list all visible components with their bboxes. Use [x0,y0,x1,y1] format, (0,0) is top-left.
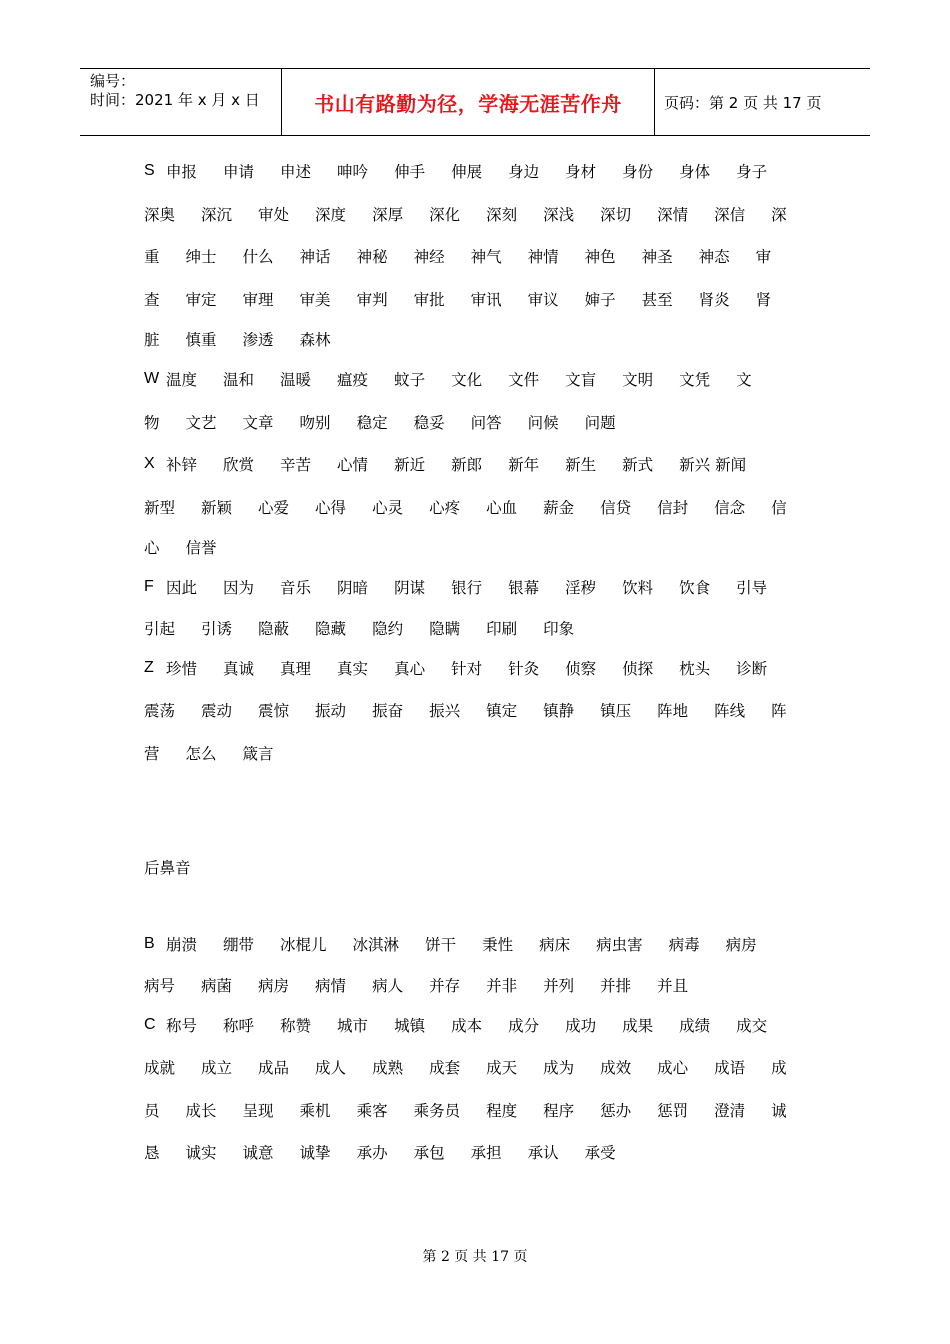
word-item: 深 [771,205,787,224]
word-item: 新近 [394,456,426,475]
word-line [144,1046,814,1089]
word-item: 冰棍儿 [280,936,327,955]
word-item: 箴言 [242,744,274,763]
word-item: 成 [771,1059,787,1078]
word-item: 深奥 [144,205,176,224]
word-item: 甚至 [641,290,673,309]
word-item: 隐藏 [315,619,347,638]
word-item: 病虫害 [596,936,643,955]
word-item: 真实 [337,659,369,678]
word-item: 蚊子 [394,371,426,390]
word-item: 新式 [622,456,654,475]
word-item: 深信 [714,205,746,224]
page-footer: 第 2 页 共 17 页 [422,1249,528,1265]
word-item: 并非 [486,976,518,995]
word-item: 并存 [429,976,461,995]
word-item: 稳妥 [413,413,445,432]
word-item: 呈现 [242,1101,274,1120]
header-meta [90,72,260,110]
word-item: 病房 [725,936,757,955]
word-item: 肾炎 [698,290,730,309]
word-item: 承受 [584,1144,616,1163]
word-line [144,966,814,1004]
word-item: 伸展 [451,163,483,182]
word-item: 神经 [413,248,445,267]
word-item: 病床 [539,936,571,955]
word-item: 振兴 [429,702,461,721]
initial-letter: Z [144,658,154,676]
word-item: 程度 [486,1101,518,1120]
word-item: 阴谋 [394,579,426,598]
word-item: 文明 [622,371,654,390]
word-item: 诚意 [242,1144,274,1163]
word-item: 冰淇淋 [352,936,400,955]
word-item: 引诱 [201,619,233,638]
word-item: 震动 [201,702,233,721]
word-item: 城市 [337,1016,369,1035]
word-item: 新颖 [201,498,233,517]
word-item: 婶子 [584,290,616,309]
word-item: 怎么 [185,744,217,763]
word-item: 脏 [144,331,160,349]
word-item: 引起 [144,619,176,638]
word-item: 心血 [486,498,518,517]
word-item: 神情 [527,248,559,267]
word-item: 病菌 [201,976,233,995]
word-item: 震荡 [144,702,176,721]
word-item: 阴暗 [337,579,369,598]
word-item: 引导 [736,579,768,598]
word-line [144,401,814,444]
word-item: 阵线 [714,702,746,721]
word-item: 成功 [565,1016,597,1035]
word-item: 神气 [470,248,502,267]
word-item: 镇压 [600,702,632,721]
word-item: 新型 [144,498,176,517]
word-item: 真理 [280,659,312,678]
word-item: 新兴 新闻 [679,456,747,475]
word-item: 隐约 [372,619,404,638]
initial-letter: F [144,578,154,596]
word-item: 文章 [242,413,274,432]
word-line [144,528,814,566]
word-line [144,443,814,486]
word-item: 深切 [600,205,632,224]
word-item: 吻别 [299,413,331,432]
word-item: 瘟疫 [337,371,369,390]
word-item: 成长 [185,1101,217,1120]
word-item: 惩办 [600,1101,632,1120]
word-item: 秉性 [482,936,514,955]
word-item: 诊断 [736,659,768,678]
word-item: 病人 [372,976,404,995]
word-item: 身材 [565,163,597,182]
word-item: 神秘 [356,248,388,267]
word-item: 振奋 [372,702,404,721]
word-item: 查 [144,290,160,309]
word-item: 饮料 [622,579,654,598]
word-item: 澄清 [714,1101,746,1120]
word-item: 深度 [315,205,347,224]
word-item: 问题 [584,413,616,432]
word-item: 审定 [185,290,217,309]
word-item: 震惊 [258,702,290,721]
word-item: 文件 [508,371,540,390]
word-item: 成交 [736,1016,768,1035]
word-item: 审美 [299,290,331,309]
spacer [144,774,814,846]
word-item: 深厚 [372,205,404,224]
word-item: 成就 [144,1059,176,1078]
front-nasal-word-list [144,150,814,774]
initial-letter: W [144,370,160,388]
time-label: 时间：2021 年 x 月 x 日 [90,91,260,109]
word-item: 心 [144,539,160,557]
word-item: 神圣 [641,248,673,267]
word-item: 因此 [166,579,198,598]
word-item: 心情 [337,456,369,475]
word-item: 成品 [258,1059,290,1078]
word-item: 成效 [600,1059,632,1078]
section-title: 后鼻音 [144,859,191,877]
word-item: 成心 [657,1059,689,1078]
word-item: 因为 [223,579,255,598]
word-item: 并且 [657,976,689,995]
word-item: 振动 [315,702,347,721]
word-item: 真诚 [223,659,255,678]
word-item: 身份 [622,163,654,182]
word-item: 申述 [280,163,312,182]
initial-letter: S [144,162,155,180]
word-item: 病毒 [668,936,700,955]
word-item: 成套 [429,1059,461,1078]
word-item: 银行 [451,579,483,598]
back-nasal-word-list [144,923,814,1174]
word-item: 称号 [166,1016,198,1035]
word-line [144,689,814,732]
word-line [144,1089,814,1132]
word-item: 稳定 [356,413,388,432]
word-item: 新郎 [451,456,483,475]
word-item: 并排 [600,976,632,995]
word-line [144,193,814,236]
word-item: 问答 [470,413,502,432]
number-label: 编号： [90,72,136,90]
word-item: 重 [144,248,160,267]
word-item: 侦探 [622,659,654,678]
word-item: 成天 [486,1059,518,1078]
word-item: 欣赏 [223,456,255,475]
word-item: 崩溃 [166,936,198,955]
word-item: 审理 [242,290,274,309]
word-item: 森林 [299,331,331,349]
word-line [144,1004,814,1047]
word-item: 信 [771,498,787,517]
word-item: 审批 [413,290,445,309]
word-line [144,320,814,358]
word-item: 病情 [315,976,347,995]
header-divider [654,69,655,135]
word-item: 身体 [679,163,711,182]
word-item: 成分 [508,1016,540,1035]
word-item: 针对 [451,659,483,678]
word-item: 侦察 [565,659,597,678]
word-item: 承认 [527,1144,559,1163]
word-item: 音乐 [280,579,312,598]
word-item: 身边 [508,163,540,182]
word-item: 程序 [543,1101,575,1120]
word-item: 病房 [258,976,290,995]
word-line [144,1131,814,1174]
word-line [144,278,814,321]
word-item: 心爱 [258,498,290,517]
word-item: 绷带 [223,936,255,955]
word-item: 成果 [622,1016,654,1035]
word-item: 承办 [356,1144,388,1163]
word-line [144,732,814,775]
word-item: 心得 [315,498,347,517]
word-item: 成人 [315,1059,347,1078]
word-item: 成熟 [372,1059,404,1078]
word-item: 辛苦 [280,456,312,475]
word-item: 阵 [771,702,787,721]
word-item: 慎重 [185,331,217,349]
word-item: 真心 [394,659,426,678]
word-item: 深化 [429,205,461,224]
word-item: 营 [144,744,160,763]
word-item: 薪金 [543,498,575,517]
word-item: 承担 [470,1144,502,1163]
word-item: 病号 [144,976,176,995]
word-item: 审 [755,248,772,267]
word-item: 肾 [755,290,772,309]
word-item: 针灸 [508,659,540,678]
word-item: 心疼 [429,498,461,517]
word-item: 深情 [657,205,689,224]
word-item: 伸手 [394,163,426,182]
word-item: 温暖 [280,371,312,390]
document-body [144,150,814,1174]
word-item: 镇定 [486,702,518,721]
word-item: 镇静 [543,702,575,721]
header-motto: 书山有路勤为径，学海无涯苦作舟 [314,91,622,116]
word-item: 物 [144,413,160,432]
word-item: 神态 [698,248,730,267]
word-item: 印刷 [486,619,518,638]
word-item: 审讯 [470,290,502,309]
word-item: 深沉 [201,205,233,224]
word-item: 信誉 [185,539,217,557]
word-item: 惩罚 [657,1101,689,1120]
word-item: 称呼 [223,1016,255,1035]
word-item: 神话 [299,248,331,267]
word-item: 诚挚 [299,1144,331,1163]
word-item: 文化 [451,371,483,390]
word-item: 乘务员 [413,1101,461,1120]
word-item: 审议 [527,290,559,309]
word-item: 淫秽 [565,579,597,598]
initial-letter: C [144,1015,156,1033]
header-page-info: 页码：第 2 页 共 17 页 [664,93,822,112]
word-item: 申报 [166,163,198,182]
word-item: 成绩 [679,1016,711,1035]
word-item: 成语 [714,1059,746,1078]
word-item: 隐蔽 [258,619,290,638]
word-item: 信封 [657,498,689,517]
word-item: 承包 [413,1144,445,1163]
word-item: 什么 [242,248,274,267]
spacer [144,888,814,923]
word-item: 申请 [223,163,255,182]
word-item: 神色 [584,248,616,267]
word-item: 渗透 [242,331,274,349]
initial-letter: X [144,455,155,473]
word-item: 印象 [543,619,575,638]
word-item: 问候 [527,413,559,432]
word-item: 成为 [543,1059,575,1078]
word-item: 深刻 [486,205,518,224]
word-item: 文凭 [679,371,711,390]
word-item: 枕头 [679,659,711,678]
word-item: 绅士 [185,248,217,267]
word-line [144,358,814,401]
word-line [144,235,814,278]
word-item: 新生 [565,456,597,475]
word-item: 员 [144,1101,160,1120]
word-item: 银幕 [508,579,540,598]
word-item: 诚 [771,1101,787,1120]
word-item: 文艺 [185,413,217,432]
word-line [144,647,814,690]
word-item: 心灵 [372,498,404,517]
word-item: 文 [736,371,752,390]
word-item: 深浅 [543,205,575,224]
word-item: 乘客 [356,1101,388,1120]
word-item: 饮食 [679,579,711,598]
word-item: 恳 [144,1144,160,1163]
word-item: 信贷 [600,498,632,517]
word-item: 诚实 [185,1144,217,1163]
word-item: 城镇 [394,1016,426,1035]
word-item: 身子 [736,163,768,182]
initial-letter: B [144,935,155,953]
word-item: 并列 [543,976,575,995]
word-item: 温度 [166,371,198,390]
word-line [144,923,814,966]
word-item: 隐瞒 [429,619,461,638]
word-item: 温和 [223,371,255,390]
word-item: 称赞 [280,1016,312,1035]
word-item: 补锌 [166,456,198,475]
word-line [144,486,814,529]
word-item: 呻吟 [337,163,369,182]
word-line [144,609,814,647]
word-line [144,150,814,193]
word-item: 新年 [508,456,540,475]
word-item: 审处 [258,205,290,224]
word-item: 成立 [201,1059,233,1078]
word-item: 成本 [451,1016,483,1035]
word-item: 阵地 [657,702,689,721]
word-item: 信念 [714,498,746,517]
word-item: 审判 [356,290,388,309]
page-header [80,68,870,136]
word-item: 饼干 [425,936,457,955]
word-line [144,566,814,609]
word-item: 文盲 [565,371,597,390]
word-item: 珍惜 [166,659,198,678]
word-item: 乘机 [299,1101,331,1120]
